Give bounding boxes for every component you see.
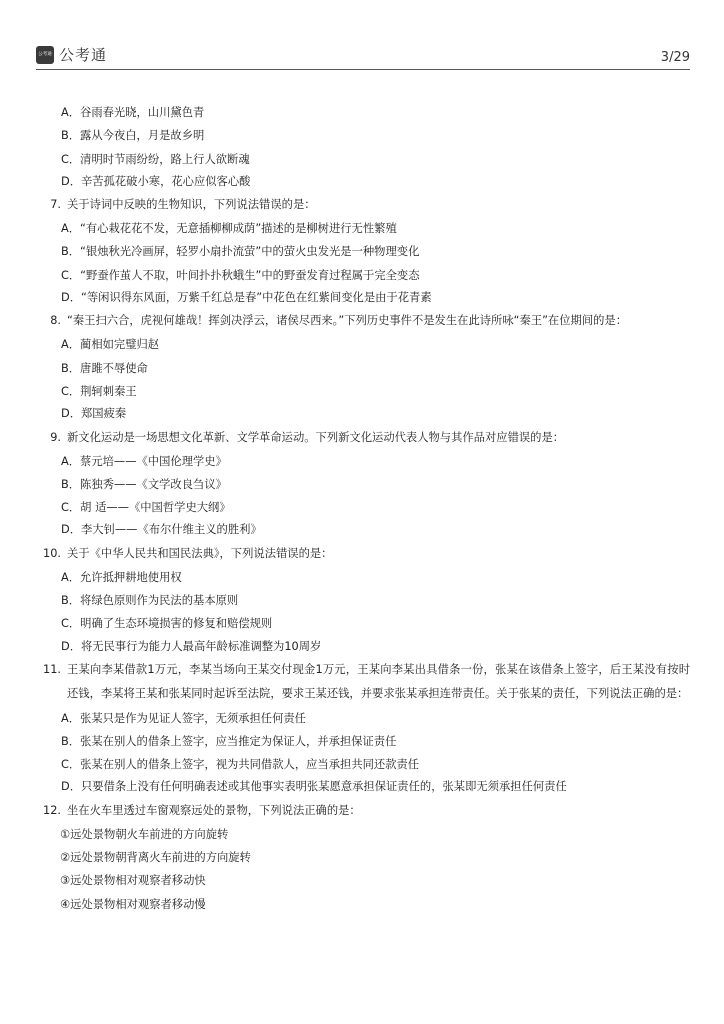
question-number: 11. <box>43 662 61 676</box>
question-stem <box>36 542 690 566</box>
question-number: 7. <box>50 198 61 212</box>
option-b: B．“银烛秋光冷画屏，轻罗小扇扑流萤”中的萤火虫发光是一种物理变化 <box>61 245 420 259</box>
option-c: C．张某在别人的借条上签字，视为共同借款人，应当承担共同还款责任 <box>61 758 420 772</box>
statement-3: ③远处景物相对观察者移动快 <box>60 874 206 888</box>
option-c: C．“野蚕作茧人不取，叶间扑扑秋蛾生”中的野蚕发育过程属于完全变态 <box>61 268 420 282</box>
question-8 <box>36 309 690 425</box>
question-number: 10. <box>43 546 61 560</box>
option-b: B．陈独秀——《文学改良刍议》 <box>61 477 227 491</box>
brand-logo <box>36 44 107 65</box>
question-text: 关于《中华人民共和国民法典》，下列说法错误的是： <box>67 546 333 560</box>
option-a: A．蔡元培——《中国伦理学史》 <box>61 454 227 468</box>
question-text: 王某向李某借款1万元，李某当场向王某交付现金1万元，王某向李某出具借条一份，张某在该借条上签字，后王某没有按时还钱，李某将王某和张某同时起诉至法院，要求王某还钱，并要求张某承担连带责任。关于张某的责任，下列说法正确的是： <box>67 662 690 701</box>
option-d: D．“等闲识得东风面，万紫千红总是春”中花色在红紫间变化是由于花青素 <box>61 291 432 305</box>
question-number: 8. <box>50 314 61 328</box>
option-d: D．只要借条上没有任何明确表述或其他事实表明张某愿意承担保证责任的，张某即无须承担任何责任 <box>61 780 567 794</box>
option-d: D．将无民事行为能力人最高年龄标准调整为10周岁 <box>61 639 322 653</box>
question-stem <box>36 193 690 217</box>
question-stem <box>36 799 690 823</box>
page-number: 3/29 <box>660 50 690 65</box>
question-text: “秦王扫六合，虎视何雄哉！挥剑决浮云，诸侯尽西来。”下列历史事件不是发生在此诗所咏“秦王”在位期间的是： <box>67 314 628 328</box>
statement-2: ②远处景物朝背离火车前进的方向旋转 <box>60 851 251 865</box>
option-d: D．辛苦孤花破小寒，花心应似客心酸 <box>61 174 251 188</box>
option-d: D．郑国疲秦 <box>61 407 127 421</box>
option-c: C．荆轲刺秦王 <box>61 384 137 398</box>
option-a: A．“有心栽花花不发，无意插柳柳成荫”描述的是柳树进行无性繁殖 <box>61 222 397 236</box>
question-stem <box>36 426 690 450</box>
question-12 <box>36 799 690 916</box>
question-text: 坐在火车里透过车窗观察远处的景物，下列说法正确的是： <box>67 803 361 817</box>
brand-name: 公考通 <box>59 46 108 64</box>
question-text: 关于诗词中反映的生物知识，下列说法错误的是： <box>67 198 316 212</box>
option-a: A．谷雨春光晓，山川黛色青 <box>61 106 205 119</box>
option-a: A．蔺相如完璧归赵 <box>61 338 160 352</box>
option-b: B．将绿色原则作为民法的基本原则 <box>61 594 239 608</box>
question-list <box>36 101 690 916</box>
carryover-options <box>36 101 690 193</box>
page-header <box>36 40 690 68</box>
question-11 <box>36 658 690 799</box>
question-stem <box>36 309 690 333</box>
option-a: A．张某只是作为见证人签字，无须承担任何责任 <box>61 711 306 725</box>
option-c: C．明确了生态环境损害的修复和赔偿规则 <box>61 617 273 631</box>
logo-badge: 公考通 <box>36 46 54 64</box>
question-stem <box>36 658 690 707</box>
question-number: 12. <box>43 803 61 817</box>
option-a: A．允许抵押耕地使用权 <box>61 570 182 584</box>
option-b: B．张某在别人的借条上签字，应当推定为保证人，并承担保证责任 <box>61 734 397 748</box>
option-c: C．胡 适——《中国哲学史大纲》 <box>61 501 231 515</box>
statement-1: ①远处景物朝火车前进的方向旋转 <box>60 827 229 841</box>
question-9 <box>36 426 690 542</box>
question-number: 9. <box>50 430 61 444</box>
question-10 <box>36 542 690 658</box>
option-c: C．清明时节雨纷纷，路上行人欲断魂 <box>61 152 250 166</box>
option-d: D．李大钊——《布尔什维主义的胜利》 <box>61 523 262 537</box>
question-text: 新文化运动是一场思想文化革新、文学革命运动。下列新文化运动代表人物与其作品对应错误的是： <box>67 430 565 444</box>
option-b: B．唐雎不辱使命 <box>61 361 148 375</box>
statement-4: ④远处景物相对观察者移动慢 <box>60 897 206 911</box>
question-7 <box>36 193 690 309</box>
option-b: B．露从今夜白，月是故乡明 <box>61 129 205 143</box>
header-divider <box>36 69 690 70</box>
